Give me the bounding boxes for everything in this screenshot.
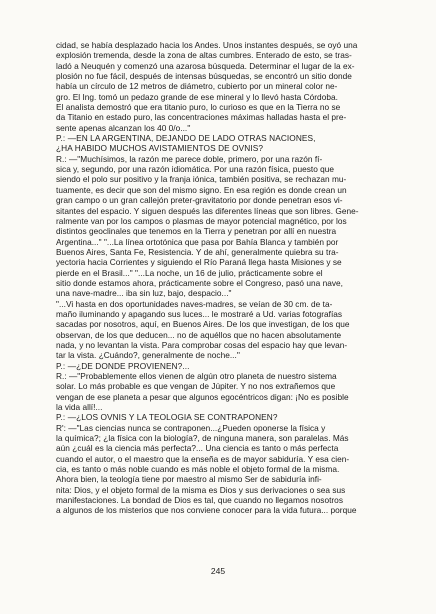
paragraph-intro: cidad, se había desplazado hacia los Andes. Unos instantes después, se oyó una explosión tremenda, desde la zona de altas cumbres. Enterado de esto, se tras- ladó a Neuquén y comenzó una azarosa búsqueda. Determinar el lugar de la ex- plosión no fue fácil, después de intensas búsquedas, se encontró un sitio donde había un círculo de 12 metros de diámetro, cubierto por un mineral color ne- gro. El Ing. tomó un pedazo grande de ese mineral y lo llevó hasta Córdoba. El analista demostró que era titanio puro, lo curioso es que en la Tierra no se da Titanio en estado puro, las concentraciones máximas halladas hasta el pre- sente apenas alcanzan los 40 0/o...''	[56, 40, 358, 133]
question-heading-3: P.: —¿LOS OVNIS Y LA TEOLOGIA SE CONTRAPONEN?	[56, 412, 278, 423]
answer-paragraph-3b: Ahora bien, la teología tiene por maestro al mismo Ser de sabiduría infi- nita: Dios, y el objeto formal de la misma es Dios y sus derivaciones o sea sus manifestaciones. La bondad de Dios es tal, que cuando no llegamos nosotros a algunos de los misterios que nos conviene conocer para la vida futura... porque	[56, 474, 357, 516]
page-number: 245	[210, 566, 226, 576]
question-heading-2: P.: —¿DE DONDE PROVIENEN?...	[56, 360, 190, 371]
answer-paragraph-3: R': —"Las ciencias nunca se contraponen...¿Pueden oponerse la física y la química?; ¿la física con la biología?, de ninguna manera, son paralelas. Más aún ¿cuál es la ciencia más perfecta?... Una ciencia es tanto o más perfecta cuando el autor, o el maestro que la enseña es de mayor sabiduría. Y esa cien- cia, es tanto o más noble cuando es más noble el objeto formal de la misma.	[56, 422, 350, 475]
question-heading-1: P.: —EN LA ARGENTINA, DEJANDO DE LADO OTRAS NACIONES, ¿HA HABIDO MUCHOS AVISTAMIENTOS DE OVNIS?	[56, 133, 316, 154]
answer-paragraph-1: R.: —"Muchísimos, la razón me parece doble, primero, por una razón fí- sica y, segundo, por una razón idiomática. Por una razón física, puesto que siendo el polo sur positivo y la franja iónica, también positiva, se rechazan mu- tuamente, es decir que son del mismo signo. En esa región es donde crean un gran campo o un gran callejón preter-gravitatorio por donde penetran esos vi- sitantes del espacio. Y siguen después las diferentes líneas que son libres. Gene- ralmente van por los campos o plasmas de mayor potencial magnético, por los distintos geoclinales que tenemos en la Tierra y penetran por allí en nuestra Argentina..." "...La línea ortotónica que pasa por Bahía Blanca y también por Buenos Aires, Santa Fe, Resistencia. Y de ahí, generalmente quiebra su tra- yectoria hacia Corrientes y siguiendo el Río Paraná llega hasta Misiones y se pierde en el Brasil..." "...La noche, un 16 de julio, prácticamente sobre el sitio donde estamos ahora, prácticamente sobre el Congreso, pasó una nave, una nave-madre... iba sin luz, bajo, despacio..."	[56, 153, 359, 299]
answer-paragraph-1b: "...Vi hasta en dos oportunidades naves-madres, se veían de 30 cm. de ta- maño iluminando y apagando sus luces... le mostraré a Ud. varias fotografías sacadas por nosotros, aquí, en Buenos Aires. De los que investigan, de los que observan, de los que deducen... no de aquéllos que no hacen absolutamente nada, y no levantan la vista. Para comprobar cosas del espacio hay que levan- tar la vista. ¿Cuándo?, generalmente de noche...''	[56, 298, 350, 361]
answer-paragraph-2: R.: —"Probablemente ellos vienen de algún otro planeta de nuestro sistema solar. Lo más probable es que vengan de Júpiter. Y no nos extrañemos que vengan de ese planeta a pesar que algunos egocéntricos digan: ¡No es posible la vida allí!...	[56, 371, 349, 413]
